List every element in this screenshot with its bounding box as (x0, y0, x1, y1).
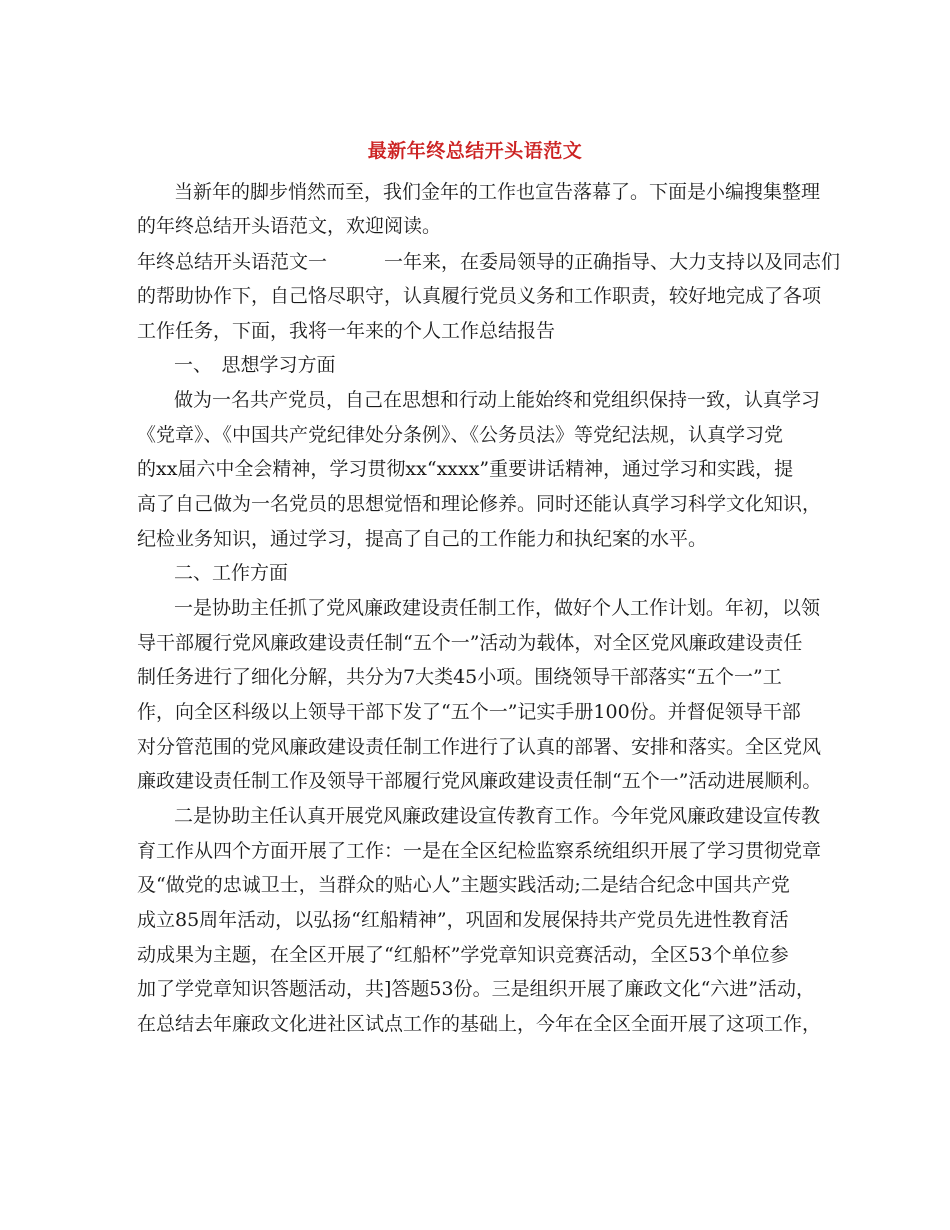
paragraph-line: 一是协助主任抓了党风廉政建设责任制工作，做好个人工作计划。年初，以领 (174, 597, 821, 619)
paragraph-line: 廉政建设责任制工作及领导干部履行党风廉政建设责任制“五个一”活动进展顺利。 (137, 770, 822, 792)
section-heading: 二、工作方面 (174, 562, 289, 584)
paragraph-line: 动成果为主题，在全区开展了“红船杯”学党章知识竞赛活动，全区53个单位参 (137, 944, 789, 966)
paragraph-line: 在总结去年廉政文化进社区试点工作的基础上，今年在全区全面开展了这项工作， (137, 1013, 822, 1035)
paragraph-line: 工作任务，下面，我将一年来的个人工作总结报告 (137, 320, 556, 342)
paragraph-line: 及“做党的忠诚卫士，当群众的贴心人”主题实践活动;二是结合纪念中国共产党 (137, 874, 790, 896)
paragraph-line: 作，向全区科级以上领导干部下发了“五个一”记实手册100份。并督促领导干部 (137, 701, 801, 723)
paragraph-line: 的xx届六中全会精神，学习贯彻xx“xxxx”重要讲话精神，通过学习和实践，提 (137, 458, 794, 480)
paragraph-line: 对分管范围的党风廉政建设责任制工作进行了认真的部署、安排和落实。全区党风 (137, 736, 822, 758)
paragraph-line: 高了自己做为一名党员的思想觉悟和理论修养。同时还能认真学习科学文化知识， (137, 493, 822, 515)
paragraph-line: 的年终总结开头语范文，欢迎阅读。 (137, 215, 442, 237)
paragraph-line: 加了学党章知识答题活动，共]答题53份。三是组织开展了廉政文化“六进”活动， (137, 978, 816, 1000)
paragraph-line: 当新年的脚步悄然而至，我们金年的工作也宣告落幕了。下面是小编搜集整理 (174, 181, 821, 203)
paragraph-line: 制任务进行了细化分解，共分为7大类45小项。围绕领导干部落实“五个一”工 (137, 666, 782, 688)
paragraph-line: 年终总结开头语范文一 一年来，在委局领导的正确指导、大力支持以及同志们 (137, 251, 841, 273)
paragraph-line: 导干部履行党风廉政建设责任制“五个一”活动为载体，对全区党风廉政建设责任 (137, 632, 803, 654)
paragraph-line: 做为一名共产党员，自己在思想和行动上能始终和党组织保持一致，认真学习 (174, 389, 821, 411)
paragraph-line: 的帮助协作下，自己恪尽职守，认真履行党员义务和工作职责，较好地完成了各项 (137, 285, 822, 307)
paragraph-line: 育工作从四个方面开展了工作：一是在全区纪检监察系统组织开展了学习贯彻党章 (137, 840, 822, 862)
paragraph-line: 成立85周年活动，以弘扬“红船精神”，巩固和发展保持共产党员先进性教育活 (137, 909, 789, 931)
document-title: 最新年终总结开头语范文 (367, 140, 583, 162)
paragraph-line: 纪检业务知识，通过学习，提高了自己的工作能力和执纪案的水平。 (137, 528, 708, 550)
paragraph-line: 《党章》、《中国共产党纪律处分条例》、《公务员法》等党纪法规，认真学习党 (137, 424, 784, 446)
paragraph-line: 二是协助主任认真开展党风廉政建设宣传教育工作。今年党风廉政建设宣传教 (174, 805, 821, 827)
section-heading: 一、 思想学习方面 (174, 354, 336, 376)
